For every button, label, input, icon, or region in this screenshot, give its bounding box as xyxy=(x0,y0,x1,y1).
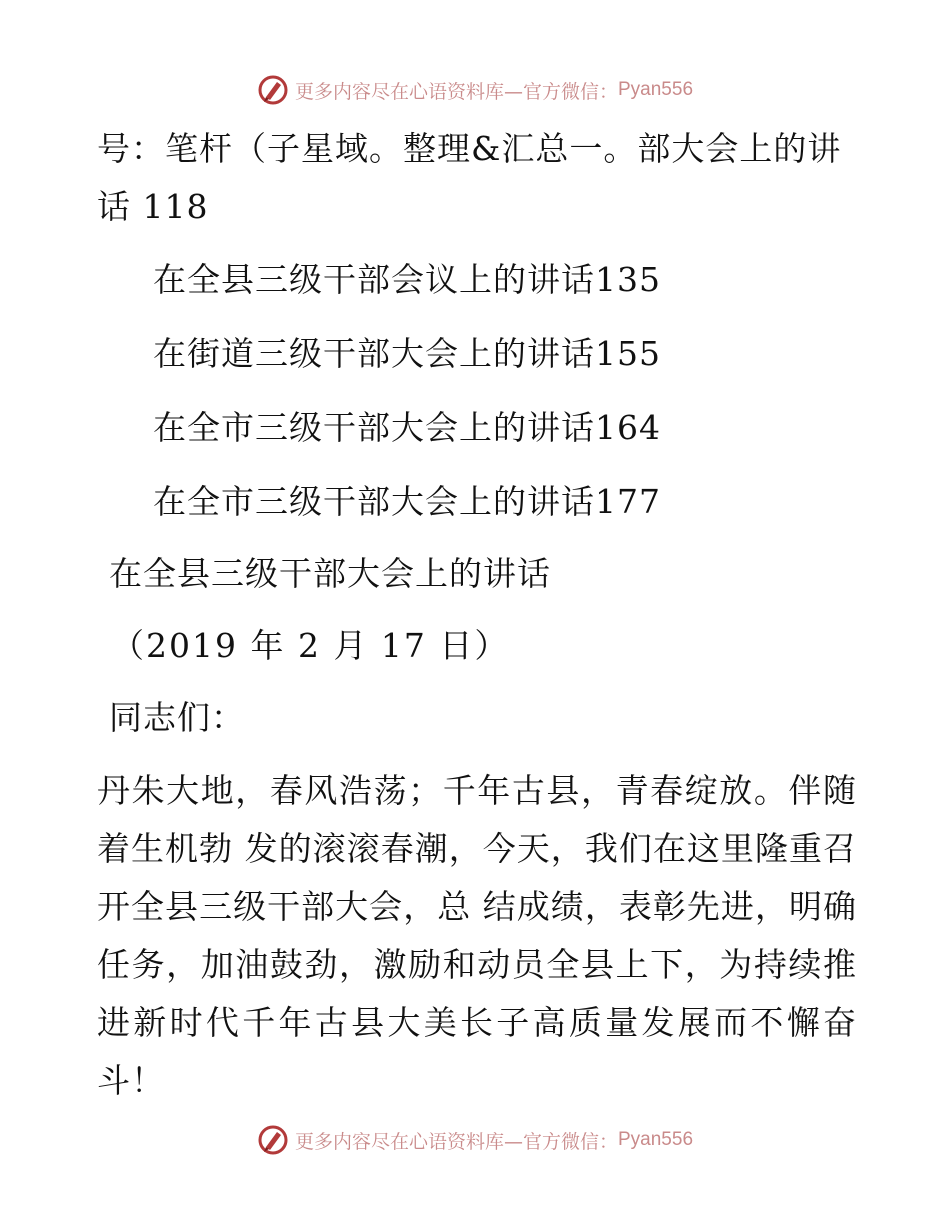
document-body xyxy=(97,120,857,1110)
footer-watermark xyxy=(0,1120,950,1160)
speech-title: 在全县三级干部大会上的讲话 xyxy=(109,554,551,593)
watermark-text: 更多内容尽在心语资料库—官方微信： xyxy=(294,1130,618,1153)
toc-item: 在全市三级干部大会上的讲话177 xyxy=(153,482,661,521)
watermark-text: 更多内容尽在心语资料库—官方微信： xyxy=(294,80,618,103)
toc-item: 在全市三级干部大会上的讲话164 xyxy=(153,408,661,447)
pen-logo-icon xyxy=(257,74,289,106)
greeting: 同志们： xyxy=(109,698,245,737)
watermark-id: Pyan556 xyxy=(618,79,694,100)
pen-logo-icon xyxy=(257,1124,289,1156)
header-watermark xyxy=(0,70,950,110)
toc-item: 在街道三级干部大会上的讲话155 xyxy=(153,334,661,373)
toc-continuation: 号：笔杆（子星域。整理&汇总一。部大会上的讲话 118 xyxy=(97,129,842,226)
paragraph: 丹朱大地，春风浩荡；千年古县，青春绽放。伴随着生机勃 发的滚滚春潮，今天，我们在这里隆重召开全县三级干部大会，总 结成绩，表彰先进，明确任务，加油鼓劲，激励和动员全县上下，为持续推进新时代千年古县大美长子高质量发展而不懈奋斗！ xyxy=(97,771,857,1100)
toc-item: 在全县三级干部会议上的讲话135 xyxy=(153,260,661,299)
speech-date: （2019 年 2 月 17 日） xyxy=(111,626,510,665)
watermark-id: Pyan556 xyxy=(618,1129,694,1150)
